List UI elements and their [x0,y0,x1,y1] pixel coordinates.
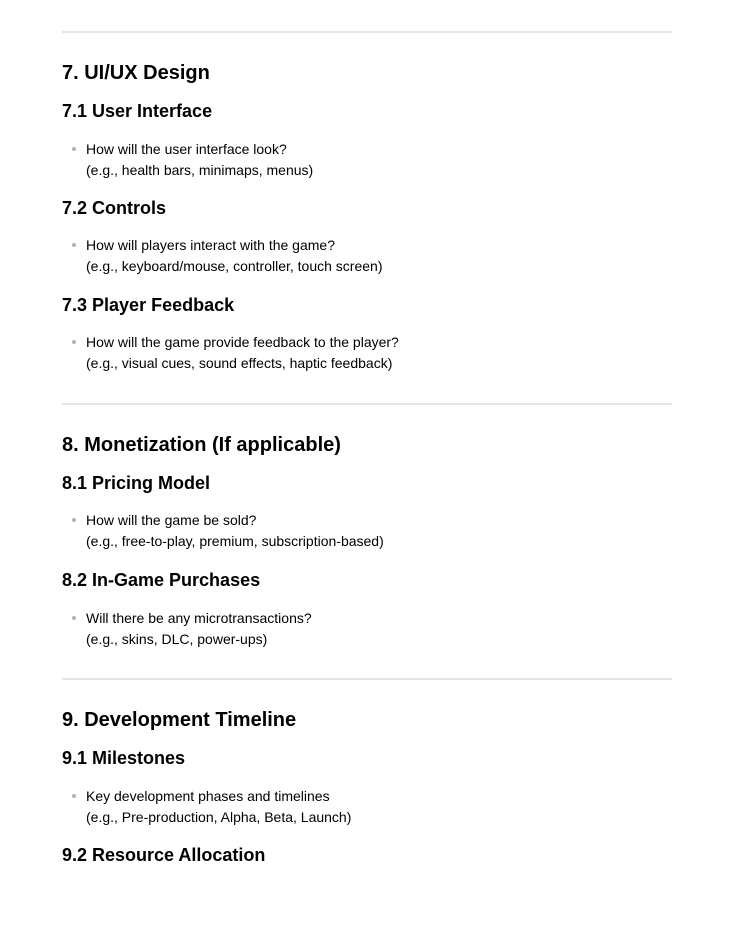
list-item-examples: (e.g., health bars, minimaps, menus) [86,162,314,178]
list-item-question: How will the user interface look? [86,141,287,157]
list-item-examples: (e.g., Pre-production, Alpha, Beta, Launch) [86,809,352,825]
section-heading-ui-ux-design: 7. UI/UX Design [62,62,210,84]
subsection-heading-resource-allocation: 9.2 Resource Allocation [62,845,266,865]
subsection-heading-pricing-model: 8.1 Pricing Model [62,473,211,493]
subsection-heading-milestones: 9.1 Milestones [62,748,186,768]
bullet-icon [72,147,76,151]
list-item-question: How will the game provide feedback to the player? [86,334,399,350]
list-item-examples: (e.g., visual cues, sound effects, haptic feedback) [86,355,393,371]
bullet-icon [72,340,76,344]
section-heading-development-timeline: 9. Development Timeline [62,709,297,731]
list-item-question: How will players interact with the game? [86,237,335,253]
bullet-icon [72,616,76,620]
subsection-heading-in-game-purchases: 8.2 In-Game Purchases [62,570,261,590]
section-divider [62,678,672,680]
list-item-examples: (e.g., skins, DLC, power-ups) [86,631,268,647]
list-item-question: Key development phases and timelines [86,788,330,804]
list-item-examples: (e.g., keyboard/mouse, controller, touch screen) [86,258,383,274]
list-item-examples: (e.g., free-to-play, premium, subscription-based) [86,533,384,549]
bullet-icon [72,243,76,247]
subsection-heading-controls: 7.2 Controls [62,198,167,218]
bullet-icon [72,794,76,798]
list-item-question: How will the game be sold? [86,512,257,528]
section-heading-monetization: 8. Monetization (If applicable) [62,434,341,456]
subsection-heading-player-feedback: 7.3 Player Feedback [62,295,235,315]
bullet-icon [72,518,76,522]
subsection-heading-user-interface: 7.1 User Interface [62,101,213,121]
list-item-question: Will there be any microtransactions? [86,610,312,626]
section-divider [62,403,672,405]
section-divider [62,31,672,33]
